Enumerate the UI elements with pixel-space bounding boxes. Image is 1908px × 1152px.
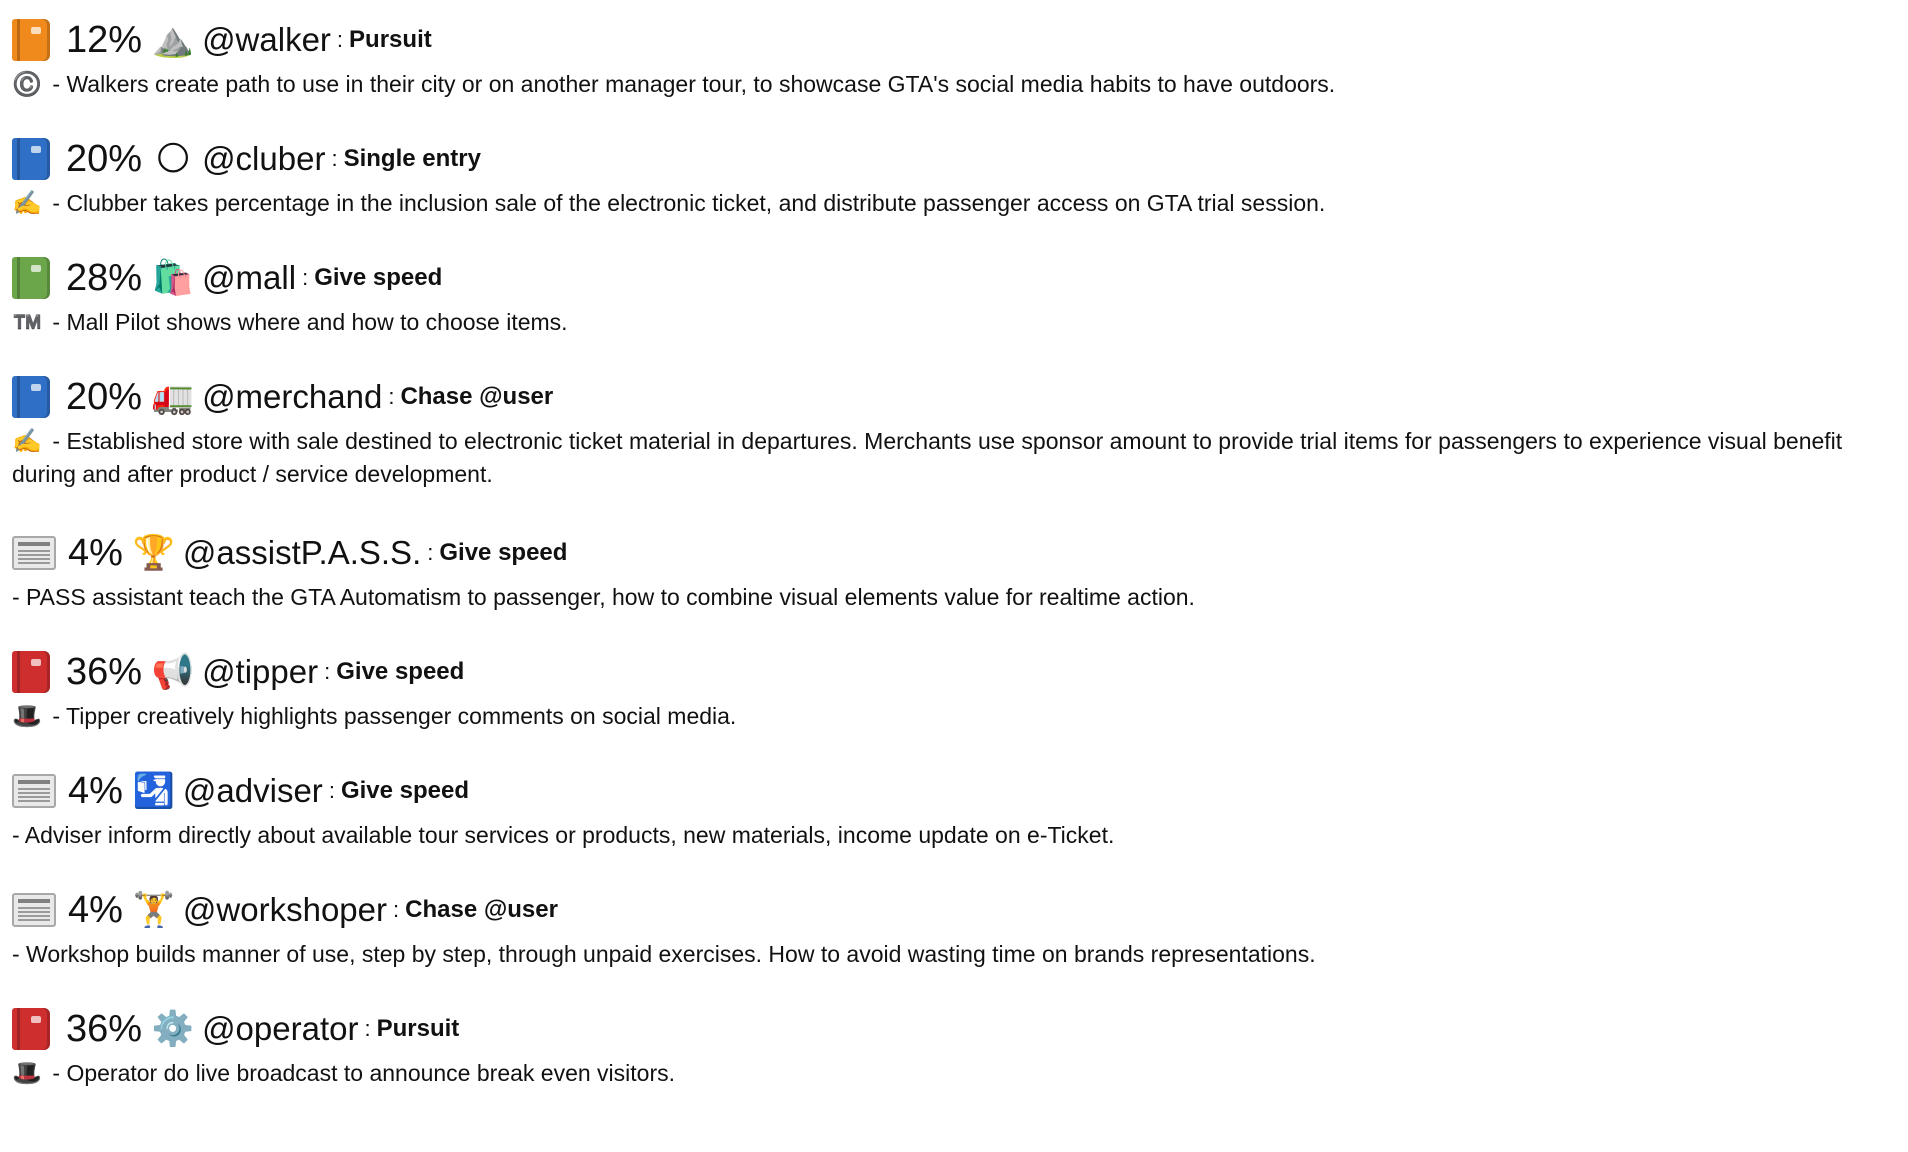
role: Single entry — [343, 145, 481, 172]
description-text: - Workshop builds manner of use, step by step, through unpaid exercises. How to avoid wasting time on brands representations. — [12, 941, 1316, 967]
description-text: - Clubber takes percentage in the inclusion sale of the electronic ticket, and distribute passenger access on GTA trial session. — [52, 190, 1326, 216]
separator: : — [427, 540, 434, 565]
percent: 28% — [66, 257, 143, 299]
writing-hand-icon: ✍️ — [12, 427, 42, 455]
separator: : — [364, 1016, 371, 1041]
description-text: - Adviser inform directly about available tour services or products, new materials, income update on e-Ticket. — [12, 822, 1115, 848]
description-text: - PASS assistant teach the GTA Automatism to passenger, how to combine visual elements value for realtime action. — [12, 584, 1195, 610]
separator: : — [324, 659, 331, 684]
entry-description — [12, 187, 1872, 220]
role: Pursuit — [376, 1015, 460, 1042]
entry-cluber — [12, 131, 1896, 220]
entry-description — [12, 819, 1872, 852]
separator: : — [393, 897, 400, 922]
top-hat-icon: 🎩 — [12, 702, 42, 730]
entry-description — [12, 306, 1872, 339]
percent: 36% — [66, 1008, 143, 1050]
entry-title — [12, 250, 1896, 306]
percent: 20% — [66, 138, 143, 180]
newspaper-icon — [12, 536, 56, 570]
entry-title — [12, 525, 1896, 581]
megaphone-icon: 📢 — [151, 653, 195, 691]
handle: @merchand — [202, 378, 383, 415]
entry-title — [12, 12, 1896, 68]
entry-description — [12, 700, 1872, 733]
passport-control-icon: 🛂 — [132, 772, 176, 810]
entry-description — [12, 1057, 1872, 1090]
role: Give speed — [336, 658, 465, 685]
truck-icon: 🚛 — [151, 378, 195, 416]
handle: @walker — [202, 21, 331, 58]
entry-title — [12, 763, 1896, 819]
handle: @tipper — [202, 653, 319, 690]
entry-title — [12, 882, 1896, 938]
role: Chase @user — [405, 896, 558, 923]
description-text: - Tipper creatively highlights passenger comments on social media. — [52, 703, 737, 729]
red-book-icon — [12, 651, 50, 693]
entry-tipper — [12, 644, 1896, 733]
entry-description — [12, 68, 1872, 101]
entry-adviser — [12, 763, 1896, 852]
separator: : — [302, 265, 309, 290]
entry-title — [12, 1001, 1896, 1057]
percent: 36% — [66, 651, 143, 693]
entry-description — [12, 938, 1872, 971]
role: Give speed — [314, 264, 443, 291]
separator: : — [336, 27, 344, 52]
handle: @cluber — [202, 140, 326, 177]
entry-description — [12, 581, 1872, 614]
percent: 4% — [68, 889, 123, 931]
top-hat-icon: 🎩 — [12, 1059, 42, 1087]
mountain-icon: ⛰️ — [151, 21, 195, 59]
newspaper-icon — [12, 774, 56, 808]
percent: 4% — [68, 770, 123, 812]
role: Pursuit — [349, 26, 432, 53]
description-text: - Operator do live broadcast to announce break even visitors. — [52, 1060, 676, 1086]
trophy-icon: 🏆 — [132, 534, 176, 572]
percent: 4% — [68, 532, 123, 574]
role: Give speed — [439, 539, 568, 566]
description-text: - Established store with sale destined to electronic ticket material in departures. Merchants use sponsor amount to provide trial items for passengers to experience visual benefit during and after product / service development. — [12, 428, 1843, 487]
blue-book-icon — [12, 376, 50, 418]
separator: : — [328, 778, 335, 803]
gear-icon: ⚙️ — [151, 1010, 195, 1048]
full-moon-icon: 🌕 — [155, 140, 191, 178]
description-text: - Walkers create path to use in their city or on another manager tour, to showcase GTA's social media habits to have outdoors. — [52, 71, 1336, 97]
role: Chase @user — [400, 383, 554, 410]
entry-operator — [12, 1001, 1896, 1090]
handle: @mall — [202, 259, 297, 296]
entry-walker — [12, 12, 1896, 101]
separator: : — [331, 146, 338, 171]
percent: 12% — [66, 19, 143, 61]
handle: @operator — [202, 1010, 359, 1047]
entry-mall — [12, 250, 1896, 339]
copyright-icon: ©️ — [12, 70, 42, 98]
percent: 20% — [66, 376, 143, 418]
orange-book-icon — [12, 19, 50, 61]
entry-merchand — [12, 369, 1896, 491]
entry-assistpass — [12, 525, 1896, 614]
entry-title — [12, 131, 1896, 187]
green-book-icon — [12, 257, 50, 299]
weightlifter-icon: 🏋️ — [132, 891, 176, 929]
newspaper-icon — [12, 893, 56, 927]
writing-hand-icon: ✍️ — [12, 189, 42, 217]
entry-workshoper — [12, 882, 1896, 971]
entry-title — [12, 369, 1896, 425]
handle: @adviser — [182, 772, 323, 809]
description-text: - Mall Pilot shows where and how to choose items. — [52, 309, 568, 335]
trademark-icon: ™️ — [12, 308, 42, 336]
entry-description — [12, 425, 1872, 491]
separator: : — [388, 384, 395, 409]
entry-title — [12, 644, 1896, 700]
shopping-bags-icon: 🛍️ — [151, 259, 195, 297]
role: Give speed — [340, 777, 469, 804]
red-book-icon — [12, 1008, 50, 1050]
handle: @workshoper — [182, 891, 387, 928]
handle: @assistP.A.S.S. — [182, 534, 422, 571]
blue-book-icon — [12, 138, 50, 180]
